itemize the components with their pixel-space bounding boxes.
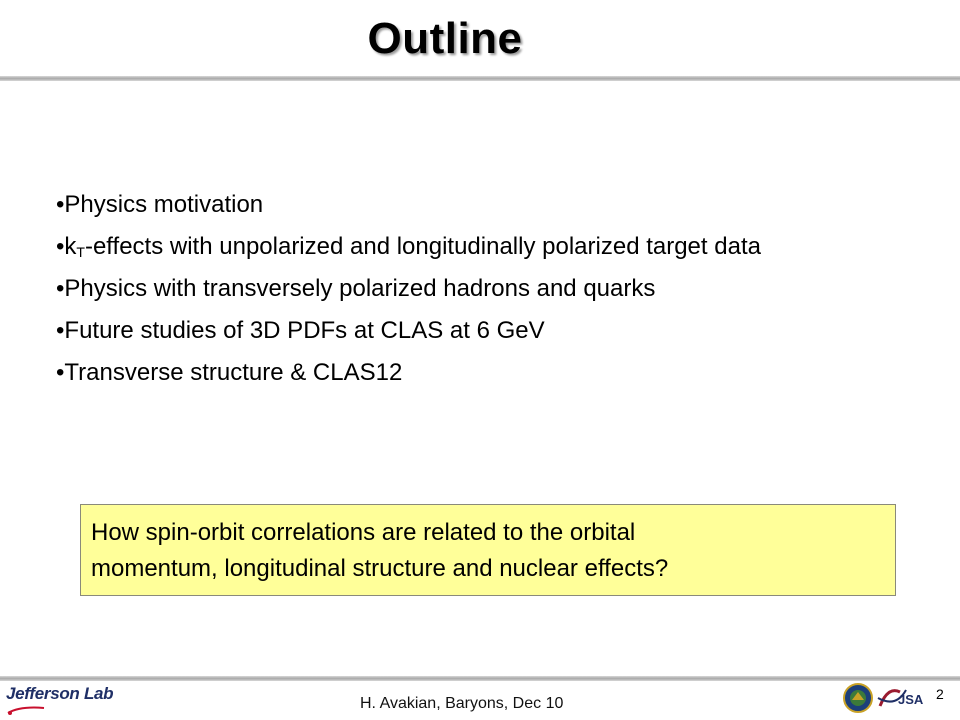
bullet-subscript: T [76, 244, 85, 260]
title-divider [0, 76, 960, 81]
bullet-icon: • [56, 275, 65, 302]
slide-title: Outline [367, 14, 523, 63]
jsa-logo-text: JSA [898, 692, 924, 707]
bullet-text: Transverse structure & CLAS12 [64, 359, 403, 386]
footer-caption: H. Avakian, Baryons, Dec 10 [360, 695, 564, 712]
jsa-logo-icon [876, 684, 926, 712]
callout-line-2: momentum, longitudinal structure and nuclear effects? [91, 555, 669, 582]
page-number: 2 [936, 686, 944, 702]
logo-text: Jefferson Lab [6, 684, 114, 703]
bullet-text: Physics motivation [64, 191, 264, 218]
bullet-text: Physics with transversely polarized hadrons and quarks [64, 275, 656, 302]
list-item [56, 274, 876, 303]
bullet-icon: • [56, 317, 65, 344]
bullet-prefix: k [64, 233, 77, 260]
doe-seal-icon [843, 683, 873, 713]
list-item [56, 190, 876, 219]
list-item [56, 316, 876, 345]
footer-divider [0, 676, 960, 681]
logo-swoosh-icon [6, 704, 46, 716]
jefferson-lab-logo [6, 684, 113, 714]
callout-box [80, 504, 896, 596]
bullet-text: -effects with unpolarized and longitudinally polarized target data [84, 233, 761, 260]
list-item [56, 232, 876, 261]
outline-list [56, 190, 876, 400]
list-item [56, 358, 876, 387]
bullet-icon: • [56, 233, 65, 260]
bullet-text: Future studies of 3D PDFs at CLAS at 6 GeV [64, 317, 545, 344]
bullet-icon: • [56, 359, 65, 386]
bullet-icon: • [56, 191, 65, 218]
callout-line-1: How spin-orbit correlations are related to the orbital [91, 519, 636, 546]
